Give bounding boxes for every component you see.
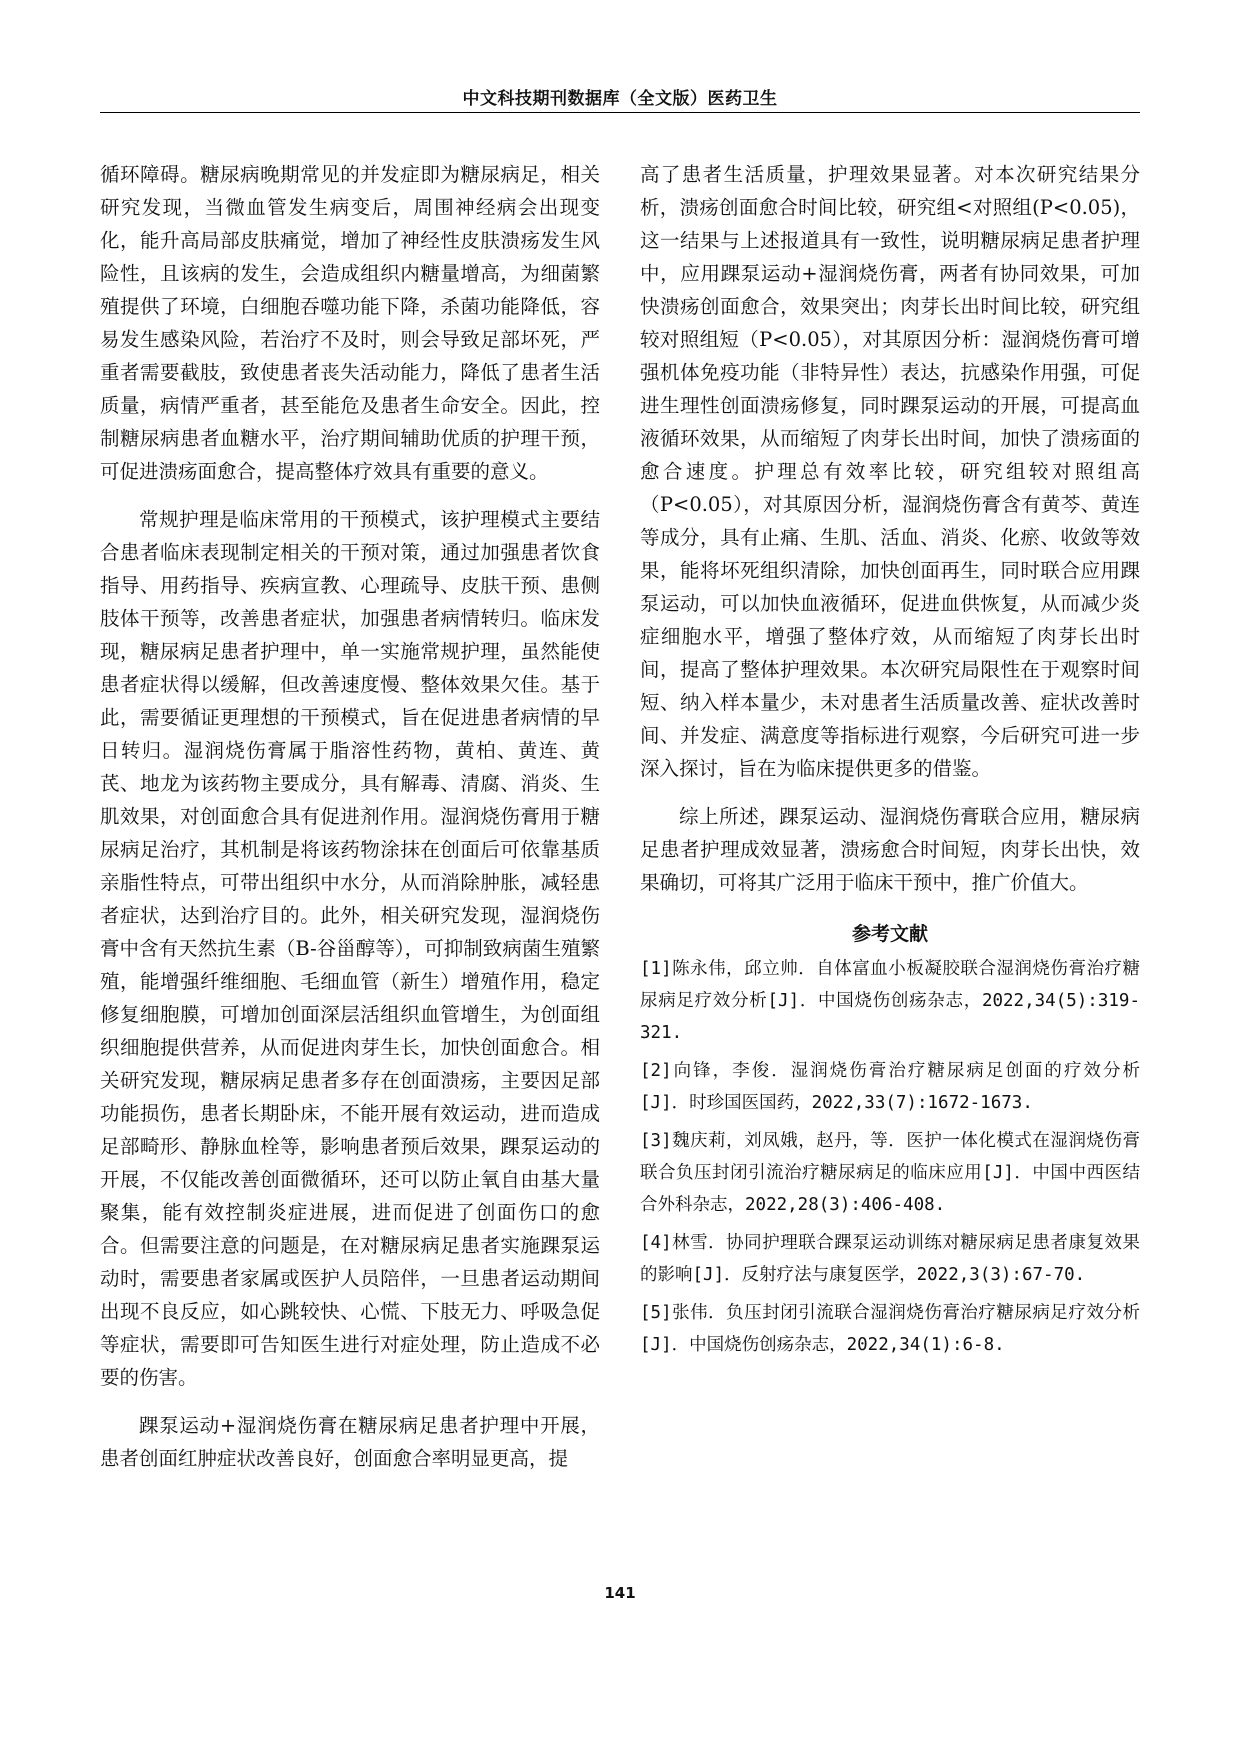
journal-header: 中文科技期刊数据库（全文版）医药卫生: [462, 89, 778, 109]
reference-item: [2]向锋，李俊．湿润烧伤膏治疗糖尿病足创面的疗效分析[J]．时珍国医国药，2022,33(7):1672-1673.: [640, 1061, 1140, 1113]
body-paragraph: 循环障碍。糖尿病晚期常见的并发症即为糖尿病足，相关研究发现，当微血管发生病变后，周围神经病会出现变化，能升高局部皮肤痛觉，增加了神经性皮肤溃疡发生风险性，且该病的发生，会造成组织内糖量增高，为细菌繁殖提供了环境，白细胞吞噬功能下降，杀菌功能降低，容易发生感染风险，若治疗不及时，则会导致足部坏死，严重者需要截肢，致使患者丧失活动能力，降低了患者生活质量，病情严重者，甚至能危及患者生命安全。因此，控制糖尿病患者血糖水平，治疗期间辅助优质的护理干预，可促进溃疡面愈合，提高整体疗效具有重要的意义。: [100, 163, 600, 483]
reference-item: [1]陈永伟，邱立帅．自体富血小板凝胶联合湿润烧伤膏治疗糖尿病足疗效分析[J]．中国烧伤创疡杂志，2022,34(5):319-321.: [640, 959, 1140, 1043]
reference-item: [5]张伟．负压封闭引流联合湿润烧伤膏治疗糖尿病足疗效分析[J]．中国烧伤创疡杂志，2022,34(1):6-8.: [640, 1303, 1140, 1355]
left-column: [100, 158, 600, 1475]
body-paragraph: 高了患者生活质量，护理效果显著。对本次研究结果分析，溃疡创面愈合时间比较，研究组<对照组(P<0.05)，这一结果与上述报道具有一致性，说明糖尿病足患者护理中，应用踝泵运动+湿润烧伤膏，两者有协同效果，可加快溃疡创面愈合，效果突出；肉芽长出时间比较，研究组较对照组短（P<0.05），对其原因分析：湿润烧伤膏可增强机体免疫功能（非特异性）表达，抗感染作用强，可促进生理性创面溃疡修复，同时踝泵运动的开展，可提高血液循环效果，从而缩短了肉芽长出时间，加快了溃疡面的愈合速度。护理总有效率比较，研究组较对照组高（P<0.05），对其原因分析，湿润烧伤膏含有黄芩、黄连等成分，具有止痛、生肌、活血、消炎、化瘀、收敛等效果，能将坏死组织清除，加快创面再生，同时联合应用踝泵运动，可以加快血液循环，促进血供恢复，从而减少炎症细胞水平，增强了整体疗效，从而缩短了肉芽长出时间，提高了整体护理效果。本次研究局限性在于观察时间短、纳入样本量少，未对患者生活质量改善、症状改善时间、并发症、满意度等指标进行观察，今后研究可进一步深入探讨，旨在为临床提供更多的借鉴。: [640, 163, 1140, 780]
body-paragraph: 踝泵运动+湿润烧伤膏在糖尿病足患者护理中开展，患者创面红肿症状改善良好，创面愈合率明显更高，提: [100, 1414, 600, 1470]
reference-item: [4]林雪．协同护理联合踝泵运动训练对糖尿病足患者康复效果的影响[J]．反射疗法与康复医学，2022,3(3):67-70.: [640, 1233, 1140, 1285]
reference-item: [3]魏庆莉，刘凤娥，赵丹，等．医护一体化模式在湿润烧伤膏联合负压封闭引流治疗糖尿病足的临床应用[J]．中国中西医结合外科杂志，2022,28(3):406-408.: [640, 1131, 1140, 1215]
references-heading: 参考文献: [851, 923, 928, 945]
body-paragraph: 常规护理是临床常用的干预模式，该护理模式主要结合患者临床表现制定相关的干预对策，通过加强患者饮食指导、用药指导、疾病宣教、心理疏导、皮肤干预、患侧肢体干预等，改善患者症状，加强患者病情转归。临床发现，糖尿病足患者护理中，单一实施常规护理，虽然能使患者症状得以缓解，但改善速度慢、整体效果欠佳。基于此，需要循证更理想的干预模式，旨在促进患者病情的早日转归。湿润烧伤膏属于脂溶性药物，黄柏、黄连、黄芪、地龙为该药物主要成分，具有解毒、清腐、消炎、生肌效果，对创面愈合具有促进剂作用。湿润烧伤膏用于糖尿病足治疗，其机制是将该药物涂抹在创面后可依靠基质亲脂性特点，可带出组织中水分，从而消除肿胀，减轻患者症状，达到治疗目的。此外，相关研究发现，湿润烧伤膏中含有天然抗生素（B-谷甾醇等），可抑制致病菌生殖繁殖，能增强纤维细胞、毛细血管（新生）增殖作用，稳定修复细胞膜，可增加创面深层活组织血管增生，为创面组织细胞提供营养，从而促进肉芽生长，加快创面愈合。相关研究发现，糖尿病足患者多存在创面溃疡，主要因足部功能损伤，患者长期卧床，不能开展有效运动，进而造成足部畸形、静脉血栓等，影响患者预后效果，踝泵运动的开展，不仅能改善创面微循环，还可以防止氧自由基大量聚集，能有效控制炎症进展，进而促进了创面伤口的愈合。但需要注意的问题是，在对糖尿病足患者实施踝泵运动时，需要患者家属或医护人员陪伴，一旦患者运动期间出现不良反应，如心跳较快、心慌、下肢无力、呼吸急促等症状，需要即可告知医生进行对症处理，防止造成不必要的伤害。: [100, 508, 600, 1389]
right-column: [640, 158, 1140, 1367]
body-paragraph: 综上所述，踝泵运动、湿润烧伤膏联合应用，糖尿病足患者护理成效显著，溃疡愈合时间短，肉芽长出快，效果确切，可将其广泛用于临床干预中，推广价值大。: [640, 805, 1140, 894]
page-number: 141: [604, 1584, 636, 1602]
header-divider: [100, 112, 1140, 113]
